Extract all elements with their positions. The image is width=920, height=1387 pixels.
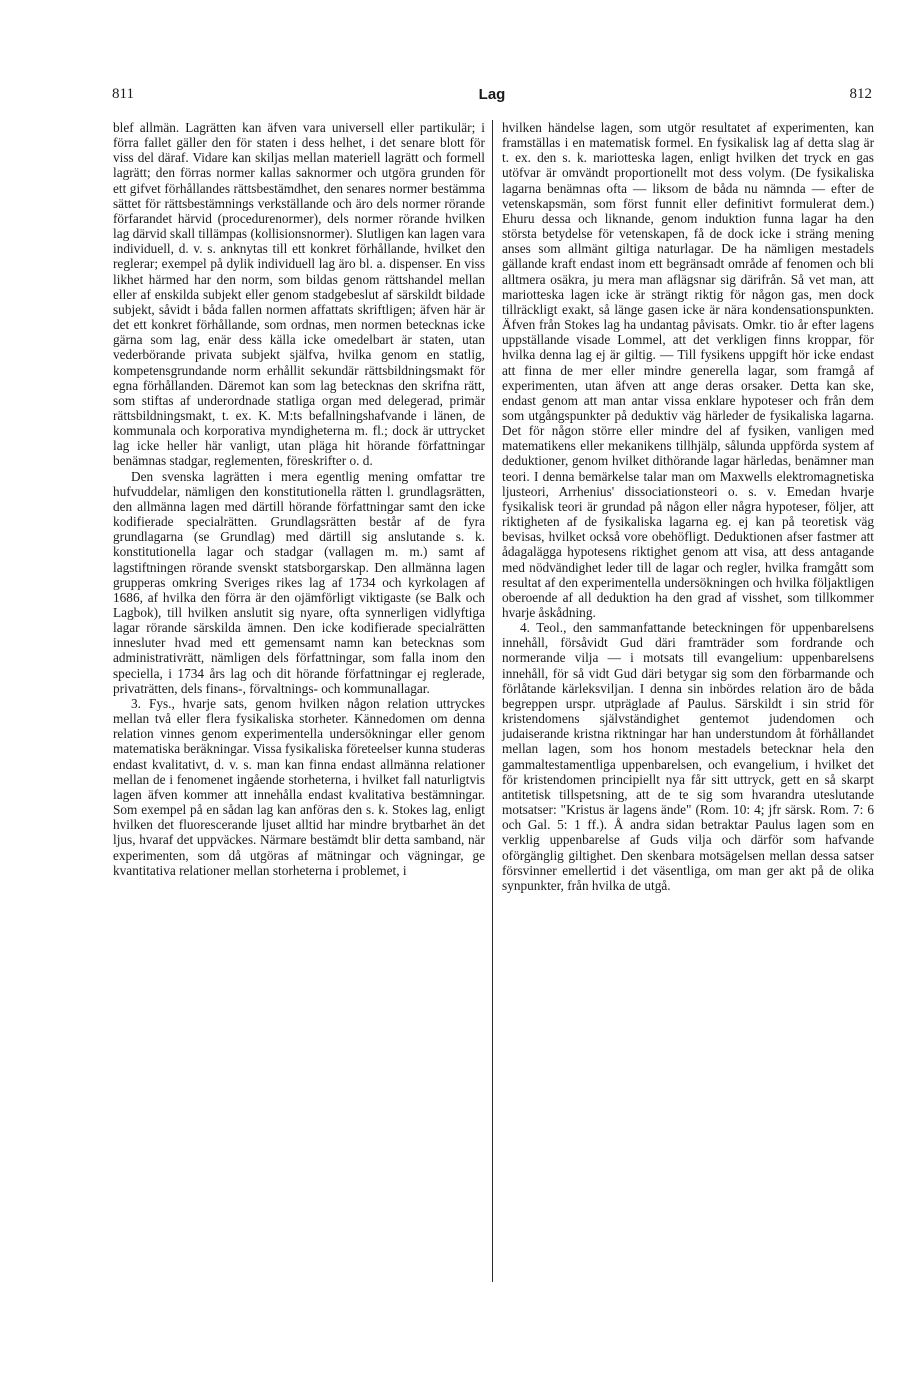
paragraph: 4. Teol., den sammanfattande beteckningen för uppenbarelsens innehåll, försåvidt Gud däri framträder som fordrande och normerande vilja — i motsats till evangelium: uppenbarelsens innehåll, för så vidt Gud däri betygar sig som den förbarmande och förlåtande kärleksviljan. I denna sin inbördes relation äro de båda begreppen urspr. utpräglade af Paulus. Särskildt i sin strid för kristendomens självständighet gentemot judendomen och judaiserande kristna riktningar har han understundom åt förhållandet mellan lagen, som hos honom mestadels betecknar hela den gammaltestamentliga uppenbarelsen, och evangelium, i hvilket det för kristendomen principiellt nya får sitt uttryck, gett en så skarpt antitetisk tillspetsning, att de te sig som hvarandra uteslutande motsatser: "Kristus är lagens ände" (Rom. 10: 4; jfr särsk. Rom. 7: 6 och Gal. 5: 1 ff.). Å andra sidan betraktar Paulus lagen som en verklig uppenbarelse af Guds vilja och därför som hafvande oförgänglig giltighet. Den skenbara motsägelsen mellan dessa satser försvinner emellertid i det väsentliga, om man ger akt på de olika synpunkter, från hvilka de utgå.	[502, 620, 874, 893]
page-number-right: 812	[849, 86, 872, 102]
paragraph: Den svenska lagrätten i mera egentlig mening omfattar tre hufvuddelar, nämligen den konstitutionella rätten l. grundlagsrätten, den allmänna lagen med därtill hörande författningar samt den icke kodifierade specialrätten. Grundlagsrätten består af de fyra grundlagarna (se Grundlag) med därtill sig anslutande s. k. konstitutionella lagar och stadgar (vallagen m. m.) samt af lagstiftningen rörande svenskt statsborgarskap. Den allmänna lagen grupperas omkring Sveriges rikes lag af 1734 och kyrkolagen af 1686, af hvilka den förra är den ojämförligt viktigaste (se Balk och Lagbok), till hvilken anslutit sig nyare, ofta synnerligen vidlyftiga lagar rörande särskilda ämnen. Den icke kodifierade specialrätten innesluter hvad med ett gemensamt namn kan betecknas som administrativrätt, nämligen dels författningar, som falla inom den speciella, i 1734 års lag och dit hörande författningar ej reglerade, privaträtten, dels finans-, förvaltnings- och kommunallagar.	[113, 468, 485, 696]
right-column	[502, 120, 874, 893]
page-header	[112, 86, 872, 110]
page-number-left: 811	[112, 86, 134, 102]
paragraph: hvilken händelse lagen, som utgör resultatet af experimenten, kan framställas i en matematisk formel. En fysikalisk lag af detta slag är t. ex. den s. k. mariotteska lagen, enligt hvilken det tryck en gas utöfvar är omvändt proportionellt mot dess volym. (De fysikaliska lagarna benämnas ofta — liksom de båda nu nämnda — efter de vetenskapsmän, som först funnit eller definitivt formulerat dem.) Ehuru dessa och liknande, genom induktion funna lagar ha den största betydelse för vetenskapen, få de dock icke i sträng mening anses som allmänt giltiga naturlagar. De ha nämligen mestadels gällande kraft endast inom ett begränsadt område af fenomen och bli alltmera osäkra, ju mera man aflägsnar sig därifrån. Så vet man, att mariotteska lagen icke är strängt riktig för någon gas, men dock tillräckligt exakt, så länge gasen icke är nära kondensationspunkten. Äfven från Stokes lag ha undantag påvisats. Omkr. tio år efter lagens uppställande visade Lommel, att det verkligen finns kroppar, för hvilka denna lag ej är giltig. — Till fysikens uppgift hör icke endast att finna de mer eller mindre generella lagar, som framgå af experimenten, utan äfven att ange deras orsaker. Detta kan ske, endast genom att man antar vissa enklare hypoteser och från dem som utgångspunkter på deduktiv väg härleder de fysikaliska lagarna. Det för någon större eller mindre del af fysiken, vanligen med matematikens eller mekanikens tillhjälp, sålunda uppförda system af deduktioner, genom hvilket dithörande lagar härledas, benämner man teori. I denna bemärkelse talar man om Maxwells elektromagnetiska ljusteori, Arrhenius' dissociationsteori o. s. v. Emedan hvarje fysikalisk teori är grundad på någon eller några hypoteser, följer, att riktigheten af de fysikaliska lagarna eg. ej kan på teoretisk väg bevisas, hvilket också vore obehöfligt. Deduktionen afser fastmer att ådagalägga hypotesens riktighet genom att visa, att dess antagande med nödvändighet leder till de lagar och regler, hvilka framgått som resultat af den experimentella undersökningen och hvilka följaktligen oberoende af all deduktion ha den grad af visshet, som tillkommer hvarje åskådning.	[502, 120, 874, 620]
paragraph: blef allmän. Lagrätten kan äfven vara universell eller partikulär; i förra fallet gäller den för staten i dess helhet, i det senare blott för viss del däraf. Vidare kan skiljas mellan materiell lagrätt och formell lagrätt; den förras normer kallas saknormer och utgöra grunden för ett gifvet förhållandes rättsbestämdhet, den senares normer bestämma sättet för rättsbestämnings verkställande och äro dels normer rörande förfarandet härvid (procedurenormer), dels normer rörande hvilken lag därvid skall tillämpas (kollisionsnormer). Slutligen kan lagen vara individuell, d. v. s. anknytas till ett konkret förhållande, hvilket den reglerar; exempel på dylik individuell lag äro bl. a. dispenser. En viss likhet härmed har den norm, som bildas genom rättshandel mellan eller af enskilda subjekt eller genom stadgebeslut af särskildt bildade subjekt, såvidt i båda fallen normen affattats skriftligen; äfven här är det ett konkret förhållande, som ordnas, men normen betecknas icke gärna som lag, enär dess källa icke omedelbart är staten, utan vederbörande privata subjekt själfva, hvilka genom en statlig, kompetensgrundande norm erhållit sekundär rättsbildningsmakt för egna förhållanden. Däremot kan som lag betecknas den skrifna rätt, som stiftas af underordnade statliga organ med delegerad, primär rättsbildningsmakt, t. ex. K. M:ts befallningshafvande i länen, de kommunala och korporativa myndigheterna m. fl.; dock är uttrycket lag icke heller här vanligt, utan pläga hit hörande författningar benämnas stadgar, reglementen, föreskrifter o. d.	[113, 120, 485, 469]
page-title: Lag	[478, 86, 506, 103]
left-column	[113, 120, 485, 878]
column-divider	[492, 120, 493, 1282]
paragraph: 3. Fys., hvarje sats, genom hvilken någon relation uttryckes mellan två eller flera fysikaliska storheter. Kännedomen om denna relation vinnes genom experimentella undersökningar eller genom matematiska beräkningar. Vissa fysikaliska företeelser kunna studeras endast kvalitativt, d. v. s. man kan finna endast allmänna relationer mellan de i fenomenet ingående storheterna, i hvilket fall naturligtvis lagen äfven kommer att innehålla endast kvalitativa bestämningar. Som exempel på en sådan lag kan anföras den s. k. Stokes lag, enligt hvilken det fluorescerande ljuset alltid har mindre brytbarhet än det ljus, hvaraf det uppväckes. Närmare bestämdt blir detta samband, när experimenten, som då utgöras af mätningar och vägningar, ge kvantitativa relationer mellan storheterna i problemet, i	[113, 695, 485, 878]
